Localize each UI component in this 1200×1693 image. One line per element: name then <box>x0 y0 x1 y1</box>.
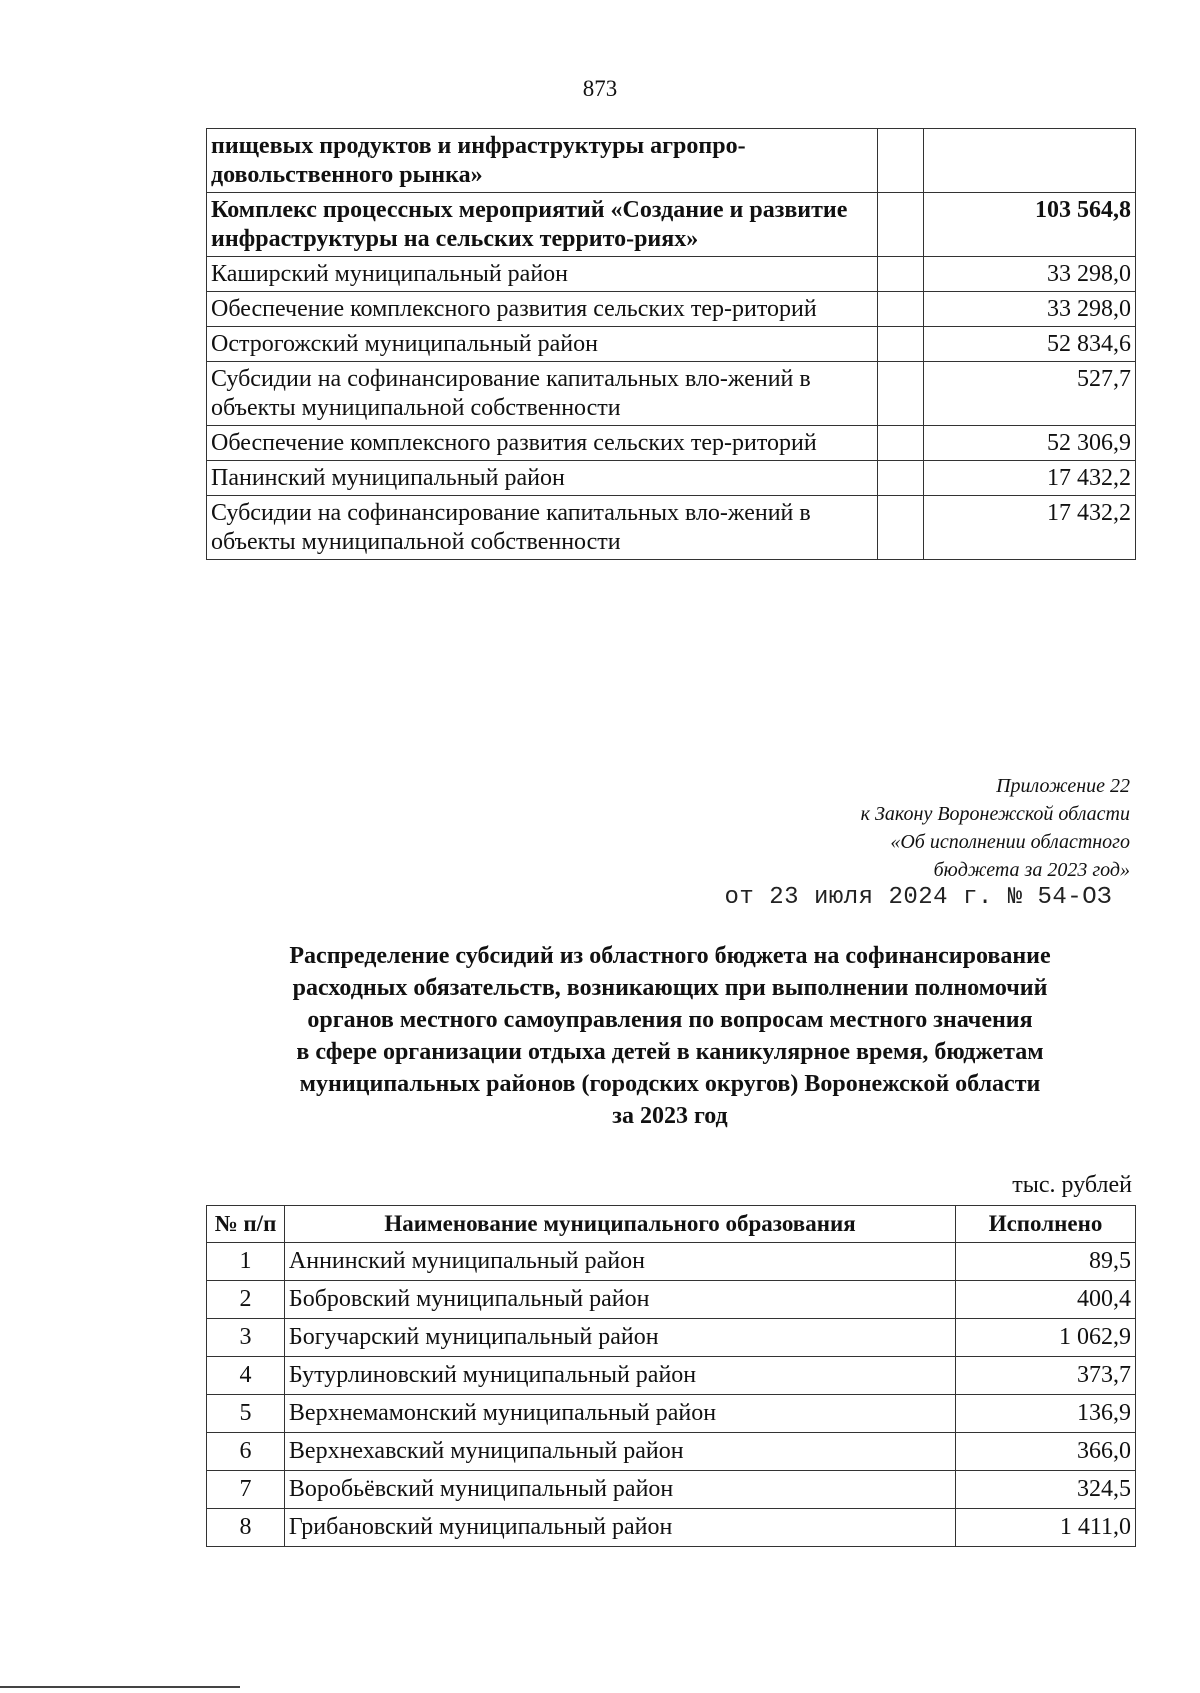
row-value: 52 834,6 <box>924 327 1136 362</box>
title-line: Распределение субсидий из областного бюджета на софинансирование <box>289 943 1051 969</box>
annex-line: Приложение 22 <box>996 775 1130 797</box>
row-empty-cell <box>878 129 924 193</box>
table-row <box>207 1395 1136 1433</box>
row-name: Богучарский муниципальный район <box>284 1319 955 1357</box>
row-name: Воробьёвский муниципальный район <box>284 1471 955 1509</box>
title-line: за 2023 год <box>612 1103 728 1129</box>
row-value: 17 432,2 <box>924 496 1136 560</box>
row-number: 4 <box>207 1357 285 1395</box>
row-value: 527,7 <box>924 362 1136 426</box>
table-row <box>207 327 1136 362</box>
row-name: Субсидии на софинансирование капитальных вло-жений в объекты муниципальной собственности <box>207 362 878 426</box>
header-value: Исполнено <box>956 1206 1136 1243</box>
row-value: 89,5 <box>956 1243 1136 1281</box>
table-row <box>207 426 1136 461</box>
header-row <box>207 1206 1136 1243</box>
annex-date: от 23 июля 2024 г. № 54-ОЗ <box>724 884 1112 911</box>
table-row <box>207 1471 1136 1509</box>
row-name: Панинский муниципальный район <box>207 461 878 496</box>
budget-table-body <box>207 129 1136 560</box>
row-name: Верхнехавский муниципальный район <box>284 1433 955 1471</box>
subsidy-distribution-table <box>206 1205 1136 1547</box>
row-name: Комплекс процессных мероприятий «Создание и развитие инфраструктуры на сельских террито-риях» <box>207 193 878 257</box>
table-row <box>207 292 1136 327</box>
row-value: 33 298,0 <box>924 257 1136 292</box>
row-name: Острогожский муниципальный район <box>207 327 878 362</box>
title-line: органов местного самоуправления по вопросам местного значения <box>307 1007 1033 1033</box>
row-number: 5 <box>207 1395 285 1433</box>
row-value: 366,0 <box>956 1433 1136 1471</box>
row-value: 103 564,8 <box>924 193 1136 257</box>
row-number: 7 <box>207 1471 285 1509</box>
table-row <box>207 1357 1136 1395</box>
table-row <box>207 1433 1136 1471</box>
row-name: Субсидии на софинансирование капитальных вло-жений в объекты муниципальной собственности <box>207 496 878 560</box>
table-row <box>207 257 1136 292</box>
budget-table-continued <box>206 128 1136 560</box>
row-value: 400,4 <box>956 1281 1136 1319</box>
table-row <box>207 193 1136 257</box>
document-title <box>200 940 1140 1132</box>
row-name: Аннинский муниципальный район <box>284 1243 955 1281</box>
row-name: Верхнемамонский муниципальный район <box>284 1395 955 1433</box>
annex-line: «Об исполнении областного <box>890 831 1130 853</box>
row-value: 136,9 <box>956 1395 1136 1433</box>
table-row <box>207 362 1136 426</box>
table-row <box>207 1319 1136 1357</box>
row-value <box>924 129 1136 193</box>
page-number: 873 <box>582 76 618 101</box>
row-number: 1 <box>207 1243 285 1281</box>
row-empty-cell <box>878 327 924 362</box>
table-row <box>207 1243 1136 1281</box>
row-value: 52 306,9 <box>924 426 1136 461</box>
row-number: 6 <box>207 1433 285 1471</box>
table-row <box>207 496 1136 560</box>
row-number: 3 <box>207 1319 285 1357</box>
table-row <box>207 1281 1136 1319</box>
title-line: в сфере организации отдыха детей в каникулярное время, бюджетам <box>296 1039 1044 1065</box>
annex-line: бюджета за 2023 год» <box>933 859 1130 881</box>
row-empty-cell <box>878 193 924 257</box>
row-empty-cell <box>878 362 924 426</box>
table-row <box>207 129 1136 193</box>
row-value: 17 432,2 <box>924 461 1136 496</box>
row-value: 33 298,0 <box>924 292 1136 327</box>
annex-line: к Закону Воронежской области <box>860 803 1130 825</box>
row-value: 1 411,0 <box>956 1509 1136 1547</box>
row-value: 324,5 <box>956 1471 1136 1509</box>
header-name: Наименование муниципального образования <box>284 1206 955 1243</box>
row-name: Грибановский муниципальный район <box>284 1509 955 1547</box>
table-row <box>207 1509 1136 1547</box>
table-body <box>207 1243 1136 1547</box>
row-empty-cell <box>878 461 924 496</box>
row-name: пищевых продуктов и инфраструктуры агропро-довольственного рынка» <box>207 129 878 193</box>
row-empty-cell <box>878 496 924 560</box>
row-name: Бобровский муниципальный район <box>284 1281 955 1319</box>
row-number: 8 <box>207 1509 285 1547</box>
footnote-divider <box>0 1686 240 1688</box>
units-label: тыс. рублей <box>1012 1172 1132 1198</box>
row-value: 1 062,9 <box>956 1319 1136 1357</box>
row-number: 2 <box>207 1281 285 1319</box>
row-name: Обеспечение комплексного развития сельских тер-риторий <box>207 292 878 327</box>
row-empty-cell <box>878 257 924 292</box>
title-line: расходных обязательств, возникающих при выполнении полномочий <box>292 975 1048 1001</box>
row-name: Обеспечение комплексного развития сельских тер-риторий <box>207 426 878 461</box>
row-empty-cell <box>878 292 924 327</box>
table-header <box>207 1206 1136 1243</box>
header-number: № п/п <box>207 1206 285 1243</box>
title-line: муниципальных районов (городских округов) Воронежской области <box>299 1071 1041 1097</box>
row-name: Бутурлиновский муниципальный район <box>284 1357 955 1395</box>
row-value: 373,7 <box>956 1357 1136 1395</box>
row-empty-cell <box>878 426 924 461</box>
annex-reference <box>861 772 1130 884</box>
table-row <box>207 461 1136 496</box>
row-name: Каширский муниципальный район <box>207 257 878 292</box>
